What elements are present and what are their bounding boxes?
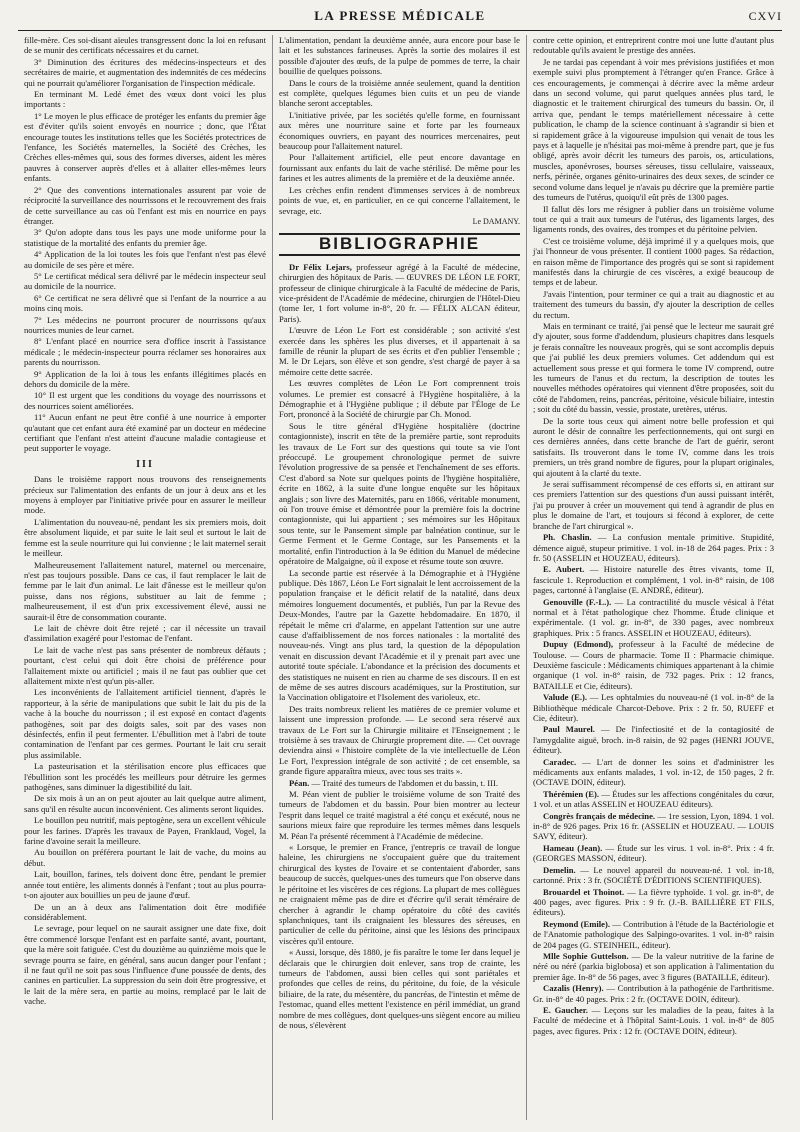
bibliography-entry: [533, 951, 774, 982]
paragraph: L'initiative privée, par les sociétés qu'elle forme, en fournissant aux mères une nourriture saine et forte par les fourneaux économiques ouvriers, en payant des nourrices mercenaires, peut beaucoup pour l'allaitement naturel.: [279, 109, 520, 152]
paragraph: Le sevrage, pour lequel on ne saurait assigner une date fixe, doit être commencé lorsque l'enfant est en parfaite santé, avant, pourtant, que la mère soit fatiguée. C'est du douzième au quinzième mois que le sevrage pourra se faire, en général, sans aucun danger pour l'enfant ; il ne faut qu'il ne soit pas sous l'influence d'une poussée de dents, des canines en particulier. La suppression du sein doit être progressive, et le lait de la mère sera, en partie au moins, remplacé par le lait de vache.: [24, 923, 266, 1007]
entry-author: Valude (E.).: [543, 692, 587, 703]
paragraph: Dans le cours de la troisième année seulement, quand la dentition est complète, quelques légumes bien cuits et un peu de viande blanche seront acceptables.: [279, 77, 520, 109]
paragraph: C'est ce troisième volume, déjà imprimé il y a quelques mois, que j'ai l'honneur de vous présenter. Il contient 1000 pages. Sa rédaction, en raison même de l'importance des progrès qui se sont si rapidement manifestés dans la chirurgie de ces viscères, a exigé beaucoup de temps et de labeur.: [533, 235, 774, 288]
paragraph: Lait, bouillon, farines, tels doivent donc être, pendant le premier année tout entière, les aliments donnés à l'enfant ; tout au plus pourra-t-on ajouter aux bouillies un peu de jaune d'œuf.: [24, 869, 266, 901]
paragraph: 1° Le moyen le plus efficace de protéger les enfants du premier âge est d'éviter qu'ils soient envoyés en nourrice ; donc, que l'État encourage toutes les institutions telles que les Sociétés protectrices de l'enfance, les Sociétés maternelles, la Société des Crèches, les Crèches elles-mêmes qui, sous des formes diverses, aident les mères pauvres à conserver auprès d'elles et à allaiter elles-mêmes leurs enfants.: [24, 110, 266, 184]
column-3: [526, 35, 780, 1120]
entry-author: Genouville (F.-L.).: [543, 596, 612, 607]
paragraph: L'alimentation du nouveau-né, pendant les six premiers mois, doit être absolument liquide, et par suite le lait seul et surtout le lait de femme est la seule nourriture qui lui convienne ; le lait maternel serait le meilleur.: [24, 516, 266, 559]
paragraph: 5° Le certificat médical sera délivré par le médecin inspecteur seul au domicile de la nourrice.: [24, 270, 266, 292]
paragraph: 3° Diminution des écritures des médecins-inspecteurs et des secrétaires de mairie, et augmentation des indemnités de ces médecins qui ne pourrait qu'améliorer l'organisation de l'inspection médicale.: [24, 56, 266, 88]
bibliography-entry: [279, 778, 520, 788]
paragraph: Au bouillon on préférera pourtant le lait de vache, du moins au début.: [24, 847, 266, 868]
entry-text: — De la valeur nutritive de la farine de néré ou néré (parkia biglobosa) et son application à l'alimentation du premier âge. In-8° de 56 pages, avec 3 figures (BATAILLE, éditeur).: [533, 950, 774, 982]
paragraph: 8° L'enfant placé en nourrice sera d'office inscrit à l'assistance médicale ; le médecin-inspecteur pourra réclamer ses honoraires aux parents du nourrisson.: [24, 336, 266, 368]
entry-author: Thérémien (E).: [543, 788, 600, 799]
paragraph: 9° Application de la loi à tous les enfants illégitimes placés en dehors du domicile de la mère.: [24, 368, 266, 389]
paragraph: 7° Les médecins ne pourront procurer de nourrissons qu'aux nourrices munies de leur carnet.: [24, 314, 266, 335]
bibliography-entry: [533, 887, 774, 918]
paragraph: Des traits nombreux relient les matières de ce premier volume et laissent une impression profonde. — Le second sera réservé aux travaux de Le Fort sur la Chirurgie militaire et l'Enseignement ; le troisième à ses travaux de Chirurgie proprement dite. — Cet ouvrage deviendra ainsi « l'histoire complète de la vie intellectuelle de Léon Le Fort, l'expression intégrale de son activité ; de cet ensemble, sa grande figure apparaîtra mieux, avec tous ses traits ».: [279, 703, 520, 777]
entry-author: E. Aubert.: [543, 564, 585, 575]
entry-author: Péan.: [289, 777, 310, 788]
paragraph: Les crèches enfin rendent d'immenses services à de nombreux points de vue, et, en particulier, en ce qui concerne l'allaitement, le sevrage, etc.: [279, 184, 520, 216]
journal-title: LA PRESSE MÉDICALE: [314, 8, 486, 23]
entry-text: — 1re session, Lyon, 1894. 1 vol. in-8° de 926 pages. Prix 16 fr. (ASSELIN et HOUZEAU. — LOUIS SAVY, éditeur).: [533, 810, 774, 842]
paragraph: 10° Il est urgent que les conditions du voyage des nourrissons et des nourrices soient améliorées.: [24, 390, 266, 411]
running-header: [18, 8, 782, 28]
bibliography-entry: [279, 262, 520, 324]
paragraph: Il fallut dès lors me résigner à publier dans un troisième volume tout ce qui a trait aux tumeurs de l'utérus, des ligaments larges, des ligaments ronds, des ovaires, des trompes et du péritoine pelvien.: [533, 203, 774, 235]
header-rule: [18, 30, 782, 31]
paragraph: De six mois à un an on peut ajouter au lait quelque autre aliment, sans qu'il en résulte aucun inconvénient. Ces aliments seront liquides.: [24, 793, 266, 814]
entry-text: — Contribution à l'étude de la Bactériologie et de l'Anatomie pathologique des Salpingo-ovarites. 1 vol. in-8° raisin de 204 pages (G. STEINHEIL, éditeur).: [533, 918, 774, 950]
entry-text: — Études sur les affections congénitales du cœur, 1 vol. et un atlas ASSELIN et HOUZEAU éditeurs).: [533, 788, 774, 810]
paragraph: La seconde partie est réservée à la Démographie et à l'Hygiène publique. Dès 1867, Léon Le Fort signalait le lent accroissement de la population française et le déficit relatif de la natalité, dans deux mémoires longuement documentés, et publiés, l'un par la Revue des Deux-Mondes, l'autre par la Gazette hebdomadaire. En 1870, il répétait le même cri d'alarme, en appelant l'attention sur une autre cause d'affaiblissement de nos forces nationales : la mortalité des nouveau-nés. Vingt ans plus tard, la question de la dépopulation venait en discussion devant l'Académie et il y prenait part avec une autorité toute spéciale. L'abondance et la précision des documents et des statistiques ne nuisent en rien au charme de ses discours. Il en est de même de ses autres discours académiques, sur la Prostitution, sur la Vaccination obligatoire et l'Isolement des varioleux, etc.: [279, 567, 520, 703]
entry-author: Demelin.: [543, 864, 576, 875]
paragraph: Je ne tardai pas cependant à voir mes prévisions justifiées et mon exemple suivi plus promptement à l'étranger qu'en France. Grâce à ces encouragements, je commençai à décrire avec la même ardeur dans un second volume, qui parut quelques années plus tard, le diagnostic et le traitement chirurgical des tumeurs du bassin. Or, il arriva que, pendant le temps matériellement nécessaire à cette publication, le champ de la science continuant à s'agrandir si bien et si rapidement grâce à la vigoureuse impulsion qui venait de tous les pays et à laquelle je n'hésitai pas moi-même à prendre part, que je fus obligé, après avoir décrit les tumeurs des parois, os, articulations, muscles, aponévroses, bourses séreuses, tissu cellulaire, vaisseaux, nerfs, périnée, organes génito-urinaires des deux sexes, de scinder ce second volume dans lequel je n'avais pu décrire que la première partie des tumeurs de l'utérus, quoiqu'il eût près de 1300 pages.: [533, 56, 774, 203]
paragraph: « Lorsque, le premier en France, j'entrepris ce travail de longue haleine, les chirurgiens ne s'occupaient guère que du traitement chirurgical des kystes de l'ovaire et se contentaient d'aborder, sans beaucoup de succès, quelques-unes des tumeurs que l'on observe dans le péritoine et les viscères de ces régions. La plupart de mes collègues ne craignaient même pas de dire et d'écrire qu'il serait téméraire de chercher à agrandir le champ opératoire du côté des cavités splanchniques, tant ils craignaient les blessures des séreuses, en particulier de celle du péritoine, ainsi que les lésions des principaux viscères qu'il entoure.: [279, 842, 520, 946]
entry-text: — L'art de donner les soins et d'administrer les médicaments aux enfants malades, 1 vol. in-12, de 150 pages, 2 fr. (OCTAVE DOIN, éditeur).: [533, 756, 774, 788]
entry-text: professeur à la Faculté de médecine de Toulouse. — Cours de pharmacie. Tome II : Pharmacie chimique. Deuxième fascicule : Médicaments chimiques appartenant à la chimie organique (1 vol. in-8° raisin, de 732 pages. Prix : 12 francs, BATAILLE et Cie, éditeurs).: [533, 639, 774, 691]
entry-text: — La contractilité du muscle vésical à l'état normal et à l'état pathologique chez l'homme. Étude clinique et expérimentale. (1 vol. gr. in-8°, de 330 pages, avec nombreux graphiques. Prix : 5 francs. ASSELIN et HOUZEAU, éditeurs).: [533, 596, 775, 638]
paragraph: Sous le titre général d'Hygiène hospitalière (doctrine contagionniste), inscrit en tête de la première partie, sont reproduits les travaux de Le Fort sur des questions qui toute sa vie l'ont préoccupé. Le groupement chronologique permet de suivre l'évolution progressive de sa pensée et l'enchaînement de ses efforts. C'est d'abord sa Note sur quelques points de l'hygiène hospitalière, écrite en 1862, à la suite d'une longue enquête sur les hôpitaux anglais ; son livre des Maternités, paru en 1866, véritable monument, où l'on trouve émise et démontrée pour la première fois la doctrine contagionniste, qui lui appartient ; ses mémoires sur les Hôpitaux sous tente, sur le Pansement simple par balnéation continue, sur le Germe Ferment et le Germe Contage, sur les Pansements et la mortalité, enfin l'introduction à la 9e édition du Manuel de médecine opératoire de Malgaigne, où il expose et résume toute son œuvre.: [279, 420, 520, 567]
bibliography-entry: [533, 757, 774, 788]
entry-text: — Histoire naturelle des êtres vivants, tome II, fascicule 1. Reproduction et complément, 1 vol. in-8° raisin, de 108 pages, cartonné à l'anglaise (E. ANDRÉ, éditeur).: [533, 564, 774, 596]
entry-text: — De l'infectiosité et de la contagiosité de l'amygdalite aiguë, broch. in-8 raisin, de 92 pages (HENRI JOUVE, éditeur).: [533, 724, 775, 756]
paragraph: fille-mère. Ces soi-disant aïeules transgressent donc la loi en refusant de se munir des certificats nécessaires et du carnet.: [24, 35, 266, 56]
entry-author: Mlle Sophie Guttelson.: [543, 950, 629, 961]
bibliography-entry: [533, 789, 774, 810]
columns: [18, 35, 782, 1120]
bibliography-entry: [533, 724, 774, 755]
entry-text: — La confusion mentale primitive. Stupidité, démence aiguë, stupeur primitive. 1 vol. in-18 de 264 pages. Prix : 3 fr. 50 (ASSELIN et HOUZEAU, éditeurs).: [533, 532, 774, 563]
section-number: III: [136, 458, 154, 470]
bibliography-entry: [533, 811, 774, 842]
entry-text: — Le nouvel appareil du nouveau-né. 1 vol. in-18, cartonné. Prix : 3 fr. (SOCIÉTÉ D'ÉDITIONS SCIENTIFIQUES).: [533, 864, 774, 886]
paragraph: De la sorte tous ceux qui aiment notre belle profession et qui auront le désir de connaître les perfectionnements, qui ont surgi en ces dernières années, dans cette branche de l'art de guérir, seront satisfaits. Ils trouveront dans le tome IV, comme dans les trois premiers, un très grand nombre de figures, pour la plupart originales, qui ajoutent à la clarté du texte.: [533, 415, 774, 478]
bibliography-heading: BIBLIOGRAPHIE: [279, 233, 520, 255]
entry-text: — La fièvre typhoïde. 1 vol. gr. in-8°, de 400 pages, avec figures. Prix : 9 fr. (J.-B. BAILLIÈRE ET FILS, éditeurs).: [533, 886, 774, 918]
paragraph: L'alimentation, pendant la deuxième année, aura encore pour base le lait et les substances farineuses. Après la sortie des molaires il est possible d'ajouter des œufs, de la pulpe de pommes de terre, la chair bouillie de quelques poissons.: [279, 35, 520, 77]
bibliography-entry: [533, 597, 774, 639]
paragraph: Pour l'allaitement artificiel, elle peut encore davantage en fournissant aux enfants du lait de vache stérilisé. De même pour les farines et les autres aliments de la première et de la deuxième année.: [279, 152, 520, 184]
bibliography-entry: [533, 983, 774, 1004]
paragraph: Les œuvres complètes de Léon Le Fort comprennent trois volumes. Le premier est consacré à l'Hygiène hospitalière, à la Démographie et à l'Hygiène publique ; il débute par l'Éloge de Le Fort, prononcé à la Société de chirurgie par Ch. Monod.: [279, 378, 520, 420]
paragraph: Les inconvénients de l'allaitement artificiel tiennent, d'après le rapporteur, à la série de manipulations que subit le lait du pis de la vache à la bouche du nourrisson ; il est exposé en contact d'agents pathogènes, soit par des doigts sales, soit par des vases non désinfectés, enfin il peut fermenter. L'ébullition met à l'abri de toute contamination de l'enfant par ces germes. Pourtant le lait cru serait plus assimilable.: [24, 687, 266, 760]
paragraph: Le lait de chèvre doit être rejeté ; car il nécessite un travail d'assimilation exagéré pour l'estomac de l'enfant.: [24, 622, 266, 644]
paragraph: La pasteurisation et la stérilisation encore plus efficaces que l'ébullition sont les procédés les meilleurs pour détruire les germes pathogènes, sans diminuer la digestibilité du lait.: [24, 761, 266, 793]
entry-text: — Leçons sur les maladies de la peau, faites à la Faculté de médecine et à l'hôpital Saint-Louis. 1 vol. in-8° de 805 pages, avec figures. Prix : 12 fr. (OCTAVE DOIN, éditeur).: [533, 1004, 774, 1036]
bibliography-entry: [533, 865, 774, 886]
paragraph: contre cette opinion, et entreprirent contre moi une lutte d'autant plus redoutable qu'ils avaient le prestige des années.: [533, 35, 774, 56]
paragraph: Le bouillon peu nutritif, mais peptogène, sera un excellent véhicule pour les farines. D'après les travaux de Payen, Franklaud, Vogel, la farine d'avoine serait la meilleure.: [24, 815, 266, 847]
column-2: [272, 35, 526, 1120]
entry-author: Ph. Chaslin.: [543, 532, 592, 543]
paragraph: L'œuvre de Léon Le Fort est considérable ; son activité s'est exercée dans les sphères les plus diverses, et il appartenait à sa famille de réunir la plupart de ses écrits et d'en publier l'ensemble ; M. le Dr Lejars, son élève et son gendre, s'est chargé de payer à sa mémoire cette dette sacrée.: [279, 325, 520, 377]
bibliography-entry: [533, 692, 774, 723]
paragraph: J'avais l'intention, pour terminer ce qui a trait au diagnostic et au traitement des tumeurs du bassin, d'y ajouter la description de celles du rectum.: [533, 288, 774, 320]
paragraph: M. Péan vient de publier le troisième volume de son Traité des tumeurs de l'abdomen et du bassin. Pour bien montrer au lecteur l'esprit dans lequel ce traité magistral a été conçu et exécuté, nous ne saurions mieux faire que reproduire les termes mêmes dans lesquels M. Péan l'a présenté récemment à l'Académie de médecine.: [279, 789, 520, 841]
page-number: CXVI: [748, 9, 782, 23]
entry-text: — Contribution à la pathogénie de l'arthritisme. Gr. in-8° de 40 pages. Prix : 2 fr. (OCTAVE DOIN, éditeur).: [533, 983, 774, 1004]
entry-text: — Les ophtalmies du nouveau-né (1 vol. in-8° de la Bibliothèque médicale Charcot-Debove. Prix : 2 fr. 50, RUEFF et Cie, éditeur).: [533, 692, 774, 723]
paragraph: 6° Ce certificat ne sera délivré que si l'enfant de la nourrice a au moins cinq mois.: [24, 292, 266, 314]
entry-author: Dupuy (Edmond),: [543, 639, 614, 650]
entry-author: Dr Félix Lejars,: [289, 261, 352, 272]
bibliography-entry: [533, 564, 774, 595]
bibliography-entry: [533, 639, 774, 691]
bibliography-entry: [533, 1005, 774, 1036]
paragraph: Malheureusement l'allaitement naturel, maternel ou mercenaire, n'est pas toujours possible. Dans ce cas, il faut remplacer le lait de femme par le lait d'un animal. Le lait d'ânesse est le meilleur qu'on puisse, dans nos régions, substituer au lait de femme ; malheureusement, il est d'un prix excessivement élevé, aussi ne saurait-il être de consommation courante.: [24, 559, 266, 622]
paragraph: « Aussi, lorsque, dès 1880, je fis paraître le tome Ier dans lequel je déclarais que le chirurgien doit enlever, sans trop de crainte, les tumeurs de l'abdomen, aussi bien celles qui sont pariétales et profondes que celles de reins, du péritoine, du foie, de la vésicule biliaire, de la rate, du mésentère, du pancréas, de l'intestin et même de l'estomac, quand elles mettent l'existence en péril immédiat, un grand nombre de mes collègues, dont quelques-uns siègent encore au milieu de nous, s'élevèrent: [279, 947, 520, 1030]
entry-author: Hameau (Jean).: [543, 842, 603, 853]
signature: Le DAMANY.: [472, 216, 520, 226]
entry-author: Reymond (Emile).: [543, 918, 610, 929]
entry-author: Paul Maurel.: [543, 724, 595, 735]
paragraph: Mais en terminant ce traité, j'ai pensé que le lecteur me saurait gré d'y ajouter, sous forme d'addendum, plusieurs chapitres dans lesquels je ferais connaître les nouveaux progrès, qui se sont accomplis depuis que j'ai publié les deux premiers volumes. Cet addendum qui est actuellement sous presse et qui formera le tome IV comprend, outre les tumeurs de l'anus et du rectum, la description de toutes les nouvelles méthodes opératoires qui viennent d'être proposées, soit du côté de l'abdomen, reins, pancréas, péritoine, vésicule biliaire, intestin ; soit du côté du bassin, vessie, prostate, uretères, utérus.: [533, 320, 774, 415]
entry-author: Brouardel et Thoinot.: [543, 886, 625, 897]
paragraph: En terminant M. Ledé émet des vœux dont voici les plus importants :: [24, 89, 266, 110]
bibliography-entry: [533, 843, 774, 864]
column-1: [18, 35, 272, 1120]
paragraph: Je serai suffisamment récompensé de ces efforts si, en attirant sur ces premiers l'attention sur des questions d'un aussi puissant intérêt, j'ai pu prouver à créer un mouvement qui tend à agrandir de plus en plus le domaine de l'art, et toujours si fécond à explorer, de cette branche de l'art chirurgical ».: [533, 479, 774, 531]
entry-author: E. Gaucher.: [543, 1004, 588, 1015]
entry-text: — Étude sur les virus. 1 vol. in-8°. Prix : 4 fr. (GEORGES MASSON, éditeur).: [533, 842, 774, 864]
entry-text: — Traité des tumeurs de l'abdomen et du bassin, t. III.: [311, 777, 498, 788]
bibliography-entry: [533, 919, 774, 950]
entry-text: professeur agrégé à la Faculté de médecine, chirurgien des hôpitaux de Paris. — ŒUVRES DE LÉON LE FORT, professeur de clinique chirurgicale à la Faculté de médecine de Paris, vice-président de l'Académie de médecine, chirurgien de l'Hôtel-Dieu (tome Ier, 1 fort volume in-8°, 20 fr. — FÉLIX ALCAN éditeur, Paris).: [279, 261, 520, 324]
bibliography-entry: [533, 532, 774, 563]
paragraph: Dans le troisième rapport nous trouvons des renseignements précieux sur l'alimentation des enfants de un jour à deux ans et les moyens à employer par l'initiative privée pour en assurer le meilleur mode.: [24, 474, 266, 516]
paragraph: 4° Application de la loi toutes les fois que l'enfant n'est pas élevé au domicile de ses père et mère.: [24, 249, 266, 270]
entry-author: Caradec.: [543, 756, 577, 767]
entry-author: Congrès français de médecine.: [543, 810, 656, 821]
entry-author: Cazalis (Henry).: [543, 983, 604, 994]
paragraph: 11° Aucun enfant ne peut être confié à une nourrice à emporter qu'autant que cet enfant aura été examiné par un docteur en médecine certifiant que l'enfant n'est atteint d'aucune maladie contagieuse et peut supporter le voyage.: [24, 412, 266, 454]
paragraph: Le lait de vache n'est pas sans présenter de nombreux défauts ; pourtant, c'est celui qui doit être choisi de préférence pour l'allaitement mixte ou artificiel ; mais il ne faut pas oublier que cet allaitement mixte n'est qu'un pis-aller.: [24, 644, 266, 686]
paragraph: De un an à deux ans l'alimentation doit être modifiée considérablement.: [24, 901, 266, 922]
paragraph: 3° Qu'on adopte dans tous les pays une mode uniforme pour la statistique de la mortalité des enfants du premier âge.: [24, 227, 266, 248]
paragraph: 2° Que des conventions internationales assurent par voie de réciprocité la surveillance des nourrissons et le recouvrement des frais de cette surveillance au cas où l'enfant est mis en nourrice en pays étranger.: [24, 184, 266, 226]
